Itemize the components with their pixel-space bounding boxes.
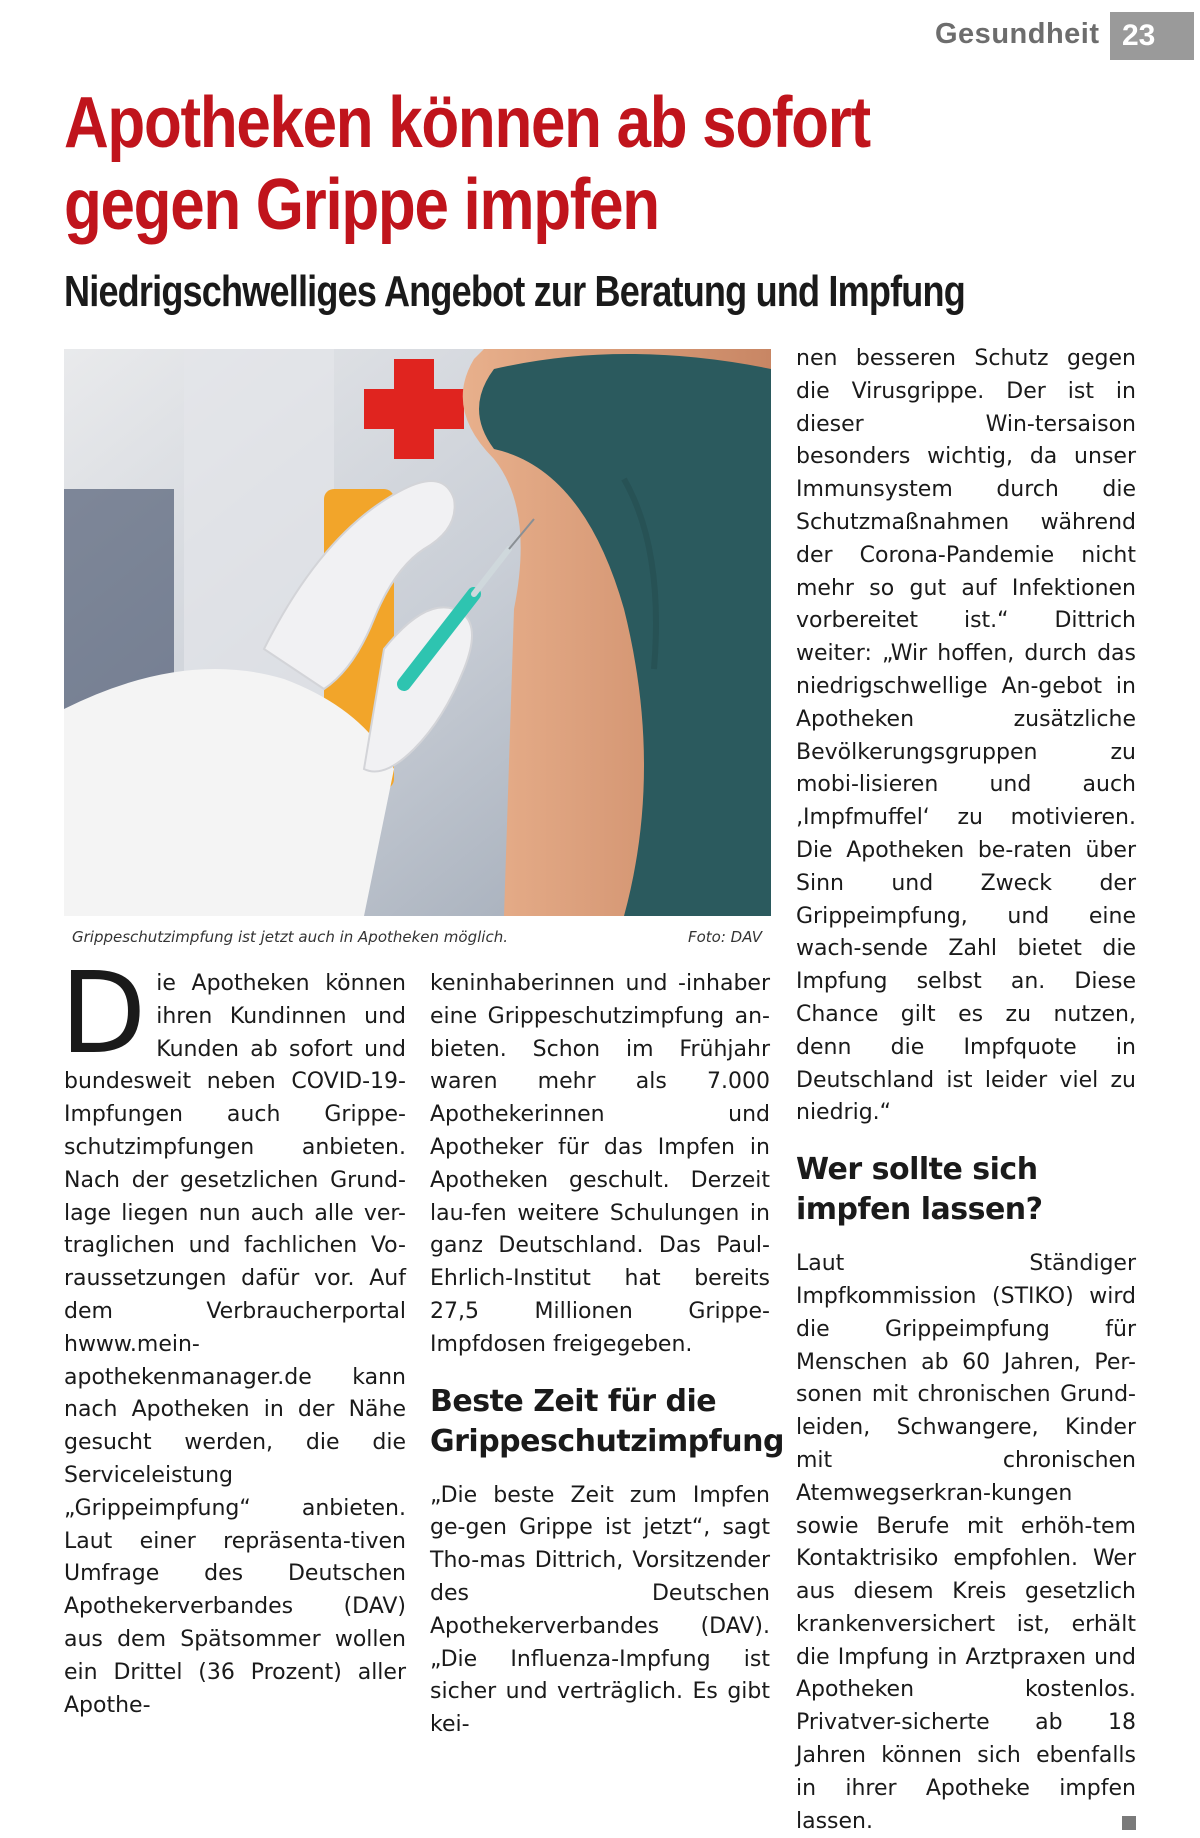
column-3-text: nen besseren Schutz gegen die Virusgrippe. Der ist in dieser Win-tersaison besonders wichtig, da unser Immunsystem durch die Schutzmaßnahmen während der Corona-Pandemie nicht mehr so gut auf Infektionen vorbereitet ist.“ Dittrich weiter: „Wir hoffen, durch das niedrigschwellige An-gebot in Apotheken zusätzliche Bevölkerungsgruppen zu mobi-lisieren und auch ‚Impfmuffel‘ zu motivieren. Die Apotheken be-raten über Sinn und Zweck der Grippeimpfung, und eine wach-sende Zahl bietet die Impfung selbst an. Diese Chance gilt es zu nutzen, denn die Impfquote in Deutschland ist leider viel zu niedrig.“: [796, 346, 1136, 1126]
vaccination-photo: [64, 349, 771, 916]
subheading-beste-zeit: Beste Zeit für die Grippeschutzimpfung: [430, 1383, 784, 1459]
intro-paragraph: [60, 949, 406, 1722]
subheading-wer-sollte: Wer sollte sich impfen lassen?: [796, 1152, 1043, 1228]
column-3: [796, 343, 1136, 1838]
column-2-text: keninhaberinnen und -inhaber eine Grippeschutzimpfung an-bieten. Schon im Frühjahr waren mehr als 7.000 Apothekerinnen und Apotheker für das Impfen in Apotheken geschult. Derzeit lau-fen weitere Schulungen in ganz Deutschland. Das Paul-Ehrlich-Institut hat bereits 27,5 Millionen Grippe-Impfdosen freigegeben.: [430, 971, 770, 1357]
column-3-text-2: [796, 1248, 1136, 1838]
page-number: 23: [1110, 12, 1194, 60]
title-line-2: gegen Grippe impfen: [64, 165, 659, 245]
article-title: [64, 82, 870, 246]
end-mark-icon: [1122, 1816, 1136, 1830]
title-line-1: Apotheken können ab sofort: [64, 83, 870, 163]
column-1: [60, 949, 406, 1722]
column-3-text-2-body: Laut Ständiger Impfkommission (STIKO) wird die Grippeimpfung für Menschen ab 60 Jahren, Per-sonen mit chronischen Grund-leiden, Schwangere, Kinder mit chronischen Atemwegserkran-kungen sowie Berufe mit erhöh-tem Kontaktrisiko empfohlen. Wer aus diesem Kreis gesetzlich krankenversichert ist, erhält die Impfung in Arztpraxen und Apotheken kostenlos. Privatver-sicherte ab 18 Jahren können sich ebenfalls in ihrer Apotheke impfen lassen.: [796, 1251, 1136, 1834]
dropcap: D: [60, 949, 147, 1079]
section-label: Gesundheit: [935, 18, 1100, 50]
column-2-text-2: „Die beste Zeit zum Impfen ge-gen Grippe ist jetzt“, sagt Tho-mas Dittrich, Vorsitzender des Deutschen Apothekerverbandes (DAV). „Die Influenza-Impfung ist sicher und verträglich. Es gibt kei-: [430, 1482, 770, 1738]
article-subtitle: Niedrigschwelliges Angebot zur Beratung und Impfung: [64, 267, 965, 316]
photo-caption: Grippeschutzimpfung ist jetzt auch in Apotheken möglich.: [72, 928, 508, 946]
column-1-text: ie Apotheken können ihren Kundinnen und Kunden ab sofort und bundesweit neben COVID-19-Impfungen auch Grippe-schutzimpfungen anbieten. Nach der gesetzlichen Grund-lage liegen nun auch alle ver-traglichen und fachlichen Vo-raussetzungen dafür vor. Auf dem Verbraucherportal hwww.mein-apothekenmanager.de kann nach Apotheken in der Nähe gesucht werden, die die Serviceleistung „Grippeimpfung“ anbieten. Laut einer repräsenta-tiven Umfrage des Deutschen Apothekerverbandes (DAV) aus dem Spätsommer wollen ein Drittel (36 Prozent) aller Apothe-: [64, 971, 406, 1718]
column-2: [430, 968, 784, 1742]
photo-credit: Foto: DAV: [688, 928, 763, 946]
